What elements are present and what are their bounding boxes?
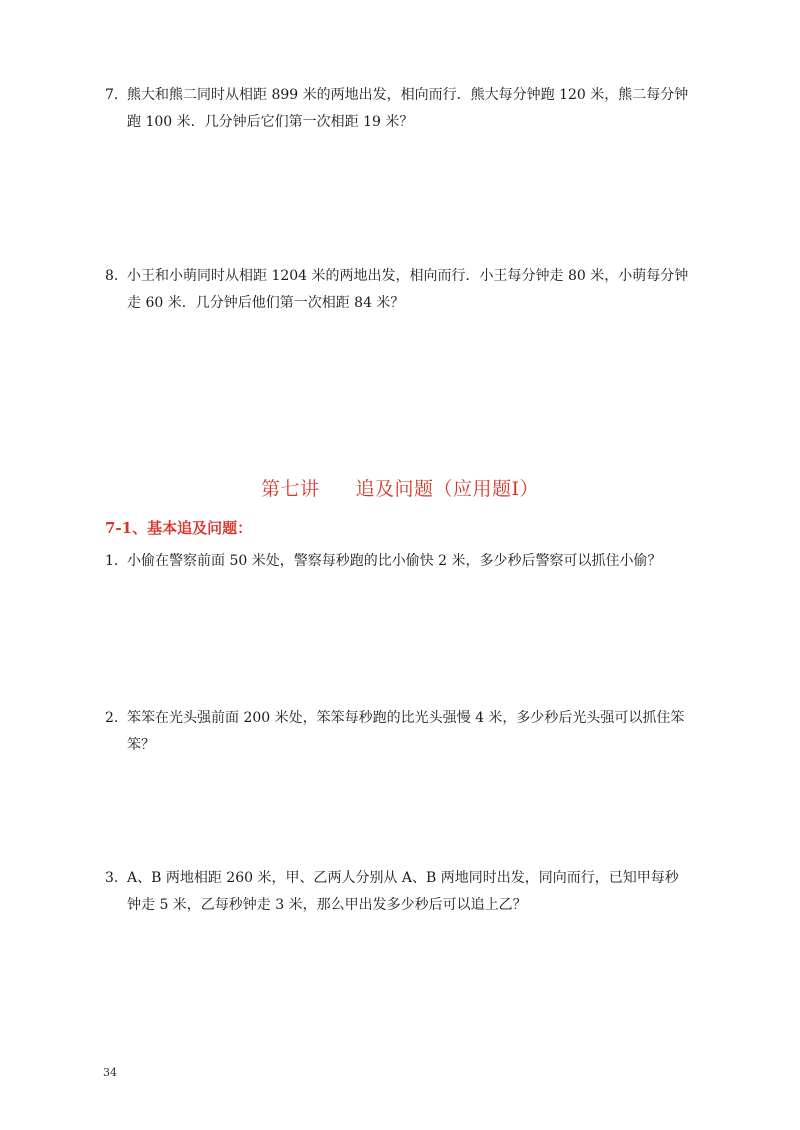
problem-number: 8.: [105, 268, 119, 284]
problem-number: 7.: [105, 87, 119, 103]
problem-number: 1.: [105, 553, 119, 569]
problem-text: 熊大和熊二同时从相距 899 米的两地出发，相向而行．熊大每分钟跑 120 米，熊二每分钟: [127, 87, 689, 103]
problem-line: [105, 548, 730, 575]
problem-line: [105, 705, 730, 732]
problem-text: 钟走 5 米，乙每秒钟走 3 米，那么甲出发多少秒后可以追上乙？: [127, 897, 527, 913]
section-problem-2: [105, 705, 730, 759]
problem-line: [105, 865, 730, 892]
problem-text: 小偷在警察前面 50 米处，警察每秒跑的比小偷快 2 米，多少秒后警察可以抓住小偷？: [127, 553, 662, 569]
problem-7: [105, 82, 730, 136]
problem-number: 3.: [105, 870, 119, 886]
section-problem-3: [105, 865, 730, 919]
problem-line: [105, 82, 730, 109]
problem-8: [105, 263, 730, 317]
section-heading: 7-1、基本追及问题：: [105, 519, 253, 537]
problem-text: 笨笨在光头强前面 200 米处，笨笨每秒跑的比光头强慢 4 米，多少秒后光头强可以抓住笨: [127, 710, 685, 726]
page-number: 34: [103, 1066, 117, 1079]
lecture-title: [0, 474, 800, 501]
problem-number: 2.: [105, 710, 119, 726]
problem-text: 走 60 米．几分钟后他们第一次相距 84 米？: [127, 295, 405, 311]
section-problem-1: [105, 548, 730, 575]
problem-text: 笨？: [127, 737, 155, 753]
problem-text: A、B 两地相距 260 米，甲、乙两人分别从 A、B 两地同时出发，同向而行，已知甲每秒: [127, 870, 679, 886]
problem-line: [105, 263, 730, 290]
lecture-label: 第七讲: [260, 478, 320, 500]
problem-text: 跑 100 米．几分钟后它们第一次相距 19 米？: [127, 114, 414, 130]
lecture-topic: 追及问题（应用题Ⅰ）: [355, 478, 540, 500]
problem-text: 小王和小萌同时从相距 1204 米的两地出发，相向而行．小王每分钟走 80 米，小萌每分钟: [127, 268, 689, 284]
